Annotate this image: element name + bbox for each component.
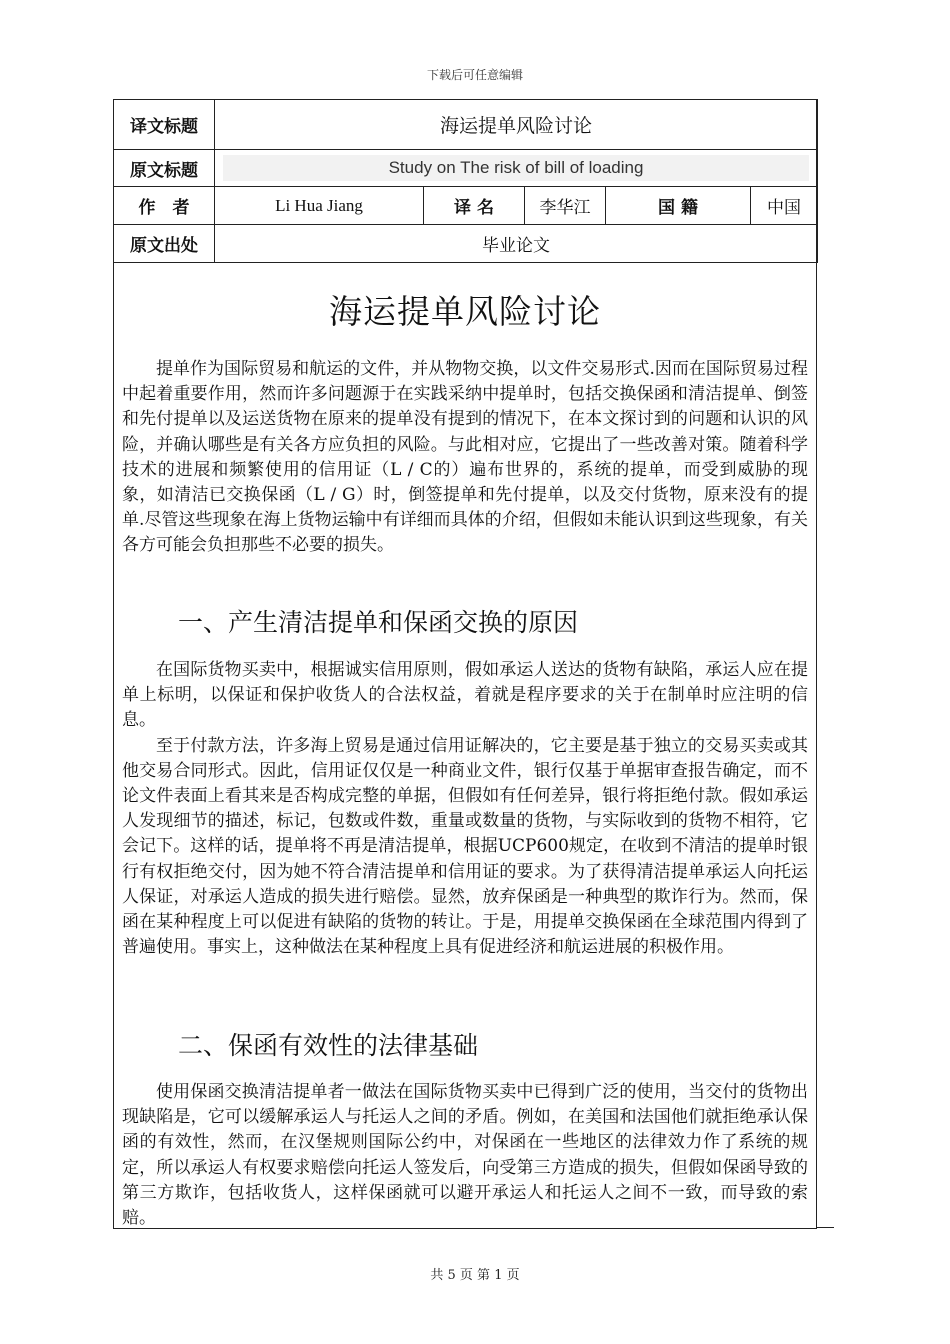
source-label: 原文出处 [114,225,215,263]
translated-title-label: 译文标题 [114,100,215,150]
translator-name: 李华江 [525,187,606,225]
section-1-paragraph-1: 在国际货物买卖中，根据诚实信用原则，假如承运人送达的货物有缺陷，承运人应在提单上标明，以保证和保护收货人的合法权益，着就是程序要求的关于在制单时应注明的信息。 [122,660,808,731]
intro-paragraph: 提单作为国际贸易和航运的文件，并从物物交换，以文件交易形式.因而在国际贸易过程中起着重要作用，然而许多问题源于在实践采纳中提单时，包括交换保函和清洁提单、倒签和先付提单以及运送货物在原来的提单没有提到的情况下，在本文探讨到的问题和认识的风险，并确认哪些是有关各方应负担的风险。与此相对应，它提出了一些改善对策。随着科学技术的进展和频繁使用的信用证（L / C的）遍布世界的，系统的提单，而受到威胁的现象，如清洁已交换保函（L / G）时，倒签提单和先付提单，以及交付货物，原来没有的提单.尽管这些现象在海上货物运输中有详细而具体的介绍，但假如未能认识到这些现象，有关各方可能会负担那些不必要的损失。 [122,359,808,556]
nationality-value: 中国 [751,187,818,225]
section-2-text [122,1080,808,1231]
source-value: 毕业论文 [215,225,818,263]
translated-title: 海运提单风险讨论 [215,100,818,150]
page-footer: 共 5 页 第 1 页 [430,1268,520,1283]
table-edge-stub [817,1227,834,1228]
original-title-label: 原文标题 [114,150,215,187]
section-heading-1: 一、产生清洁提单和保函交换的原因 [178,608,579,637]
original-title: Study on The risk of bill of loading [223,155,809,181]
author-name: Li Hua Jiang [215,187,424,225]
section-heading-2: 二、保函有效性的法律基础 [178,1031,479,1060]
intro-paragraph-block [122,357,808,559]
nationality-label: 国 籍 [606,187,751,225]
author-label: 作 者 [114,187,215,225]
document-title: 海运提单风险讨论 [329,292,601,331]
section-1-paragraph-2: 至于付款方法，许多海上贸易是通过信用证解决的，它主要是基于独立的交易买卖或其他交易合同形式。因此，信用证仅仅是一种商业文件，银行仅基于单据审查报告确定，而不论文件表面上看其来是否构成完整的单据，但假如有任何差异，银行将拒绝付款。假如承运人发现细节的描述，标记，包数或件数，重量或数量的货物，与实际收到的货物不相符，它会记下。这样的话，提单将不再是清洁提单，根据UCP600规定，在收到不清洁的提单时银行有权拒绝交付，因为她不符合清洁提单和信用证的要求。为了获得清洁提单承运人向托运人保证，对承运人造成的损失进行赔偿。显然，放弃保函是一种典型的欺诈行为。然而，保函在某种程度上可以促进有缺陷的货物的转让。于是，用提单交换保函在全球范围内得到了普遍使用。事实上，这种做法在某种程度上具有促进经济和航运进展的积极作用。 [122,735,808,958]
header-note: 下载后可任意编辑 [426,68,523,82]
original-title-cell [215,150,818,187]
section-2-paragraph-1: 使用保函交换清洁提单者一做法在国际货物买卖中已得到广泛的使用，当交付的货物出现缺陷是，它可以缓解承运人与托运人之间的矛盾。例如，在美国和法国他们就拒绝承认保函的有效性，然而，在汉堡规则国际公约中，对保函在一些地区的法律效力作了系统的规定，所以承运人有权要求赔偿向托运人签发后，向受第三方造成的损失，但假如保函导致的第三方欺诈，包括收货人，这样保函就可以避开承运人和托运人之间不一致，而导致的索赔。 [122,1082,808,1229]
translator-label: 译 名 [424,187,525,225]
metadata-table [113,99,818,263]
section-1-text [122,658,808,960]
